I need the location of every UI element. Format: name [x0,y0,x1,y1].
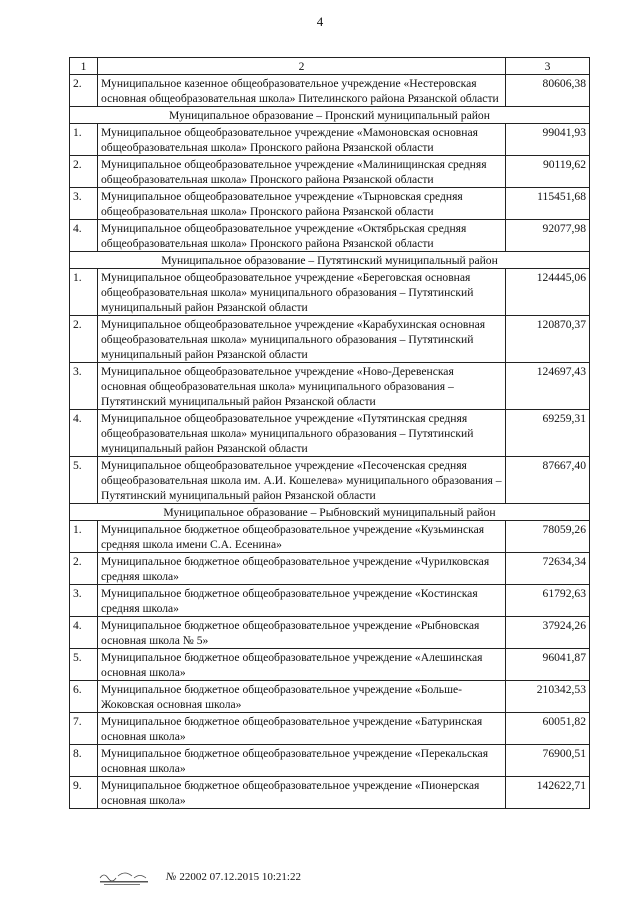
section-title: Муниципальное образование – Рыбновский муниципальный район [70,504,590,521]
institution-name: Муниципальное бюджетное общеобразовательное учреждение «Костинская средняя школа» [98,585,506,617]
institution-name: Муниципальное бюджетное общеобразовательное учреждение «Пионерская основная школа» [98,777,506,809]
amount-cell: 96041,87 [506,649,590,681]
table-row [70,521,590,553]
institution-name: Муниципальное казенное общеобразовательное учреждение «Нестеровская основная общеобразовательная школа» Пителинского района Рязанской области [98,75,506,107]
row-number: 4. [70,617,98,649]
table-row [70,410,590,457]
institution-name: Муниципальное общеобразовательное учреждение «Ново-Деревенская основная общеобразовательная школа» муниципального образования – Путятинский муниципальный район Рязанской области [98,363,506,410]
institution-name: Муниципальное бюджетное общеобразовательное учреждение «Батуринская основная школа» [98,713,506,745]
institution-name: Муниципальное общеобразовательное учреждение «Мамоновская основная общеобразовательная школа» Пронского района Рязанской области [98,124,506,156]
table-row [70,617,590,649]
row-number: 5. [70,649,98,681]
institution-name: Муниципальное бюджетное общеобразовательное учреждение «Алешинская основная школа» [98,649,506,681]
amount-cell: 120870,37 [506,316,590,363]
row-number: 4. [70,220,98,252]
amount-cell: 124697,43 [506,363,590,410]
table-row [70,363,590,410]
amount-cell: 80606,38 [506,75,590,107]
section-title: Муниципальное образование – Пронский муниципальный район [70,107,590,124]
amount-cell: 60051,82 [506,713,590,745]
table-row [70,124,590,156]
section-title: Муниципальное образование – Путятинский муниципальный район [70,252,590,269]
row-number: 4. [70,410,98,457]
row-number: 9. [70,777,98,809]
amount-cell: 210342,53 [506,681,590,713]
section-header-row [70,504,590,521]
institution-name: Муниципальное общеобразовательное учреждение «Карабухинская основная общеобразовательная школа» муниципального образования – Путятинский муниципальный район Рязанской области [98,316,506,363]
institution-name: Муниципальное общеобразовательное учреждение «Октябрьская средняя общеобразовательная школа» Пронского района Рязанской области [98,220,506,252]
row-number: 3. [70,363,98,410]
page-number: 4 [316,14,324,29]
institution-name: Муниципальное бюджетное общеобразовательное учреждение «Рыбновская основная школа № 5» [98,617,506,649]
amount-cell: 115451,68 [506,188,590,220]
institution-name: Муниципальное бюджетное общеобразовательное учреждение «Кузьминская средняя школа имени С.А. Есенина» [98,521,506,553]
table-row [70,777,590,809]
amount-cell: 78059,26 [506,521,590,553]
institution-name: Муниципальное бюджетное общеобразовательное учреждение «Чурилковская средняя школа» [98,553,506,585]
row-number: 8. [70,745,98,777]
row-number: 6. [70,681,98,713]
row-number: 1. [70,124,98,156]
table-row [70,745,590,777]
row-number: 5. [70,457,98,504]
section-header-row [70,252,590,269]
amount-cell: 69259,31 [506,410,590,457]
registry-stamp-icon [96,866,154,888]
row-number: 1. [70,269,98,316]
row-number: 2. [70,553,98,585]
table-row [70,713,590,745]
amount-cell: 37924,26 [506,617,590,649]
row-number: 3. [70,188,98,220]
table-row [70,75,590,107]
row-number: 7. [70,713,98,745]
section-header-row [70,107,590,124]
amount-cell: 87667,40 [506,457,590,504]
amount-cell: 99041,93 [506,124,590,156]
row-number: 2. [70,156,98,188]
registration-footer [96,866,301,888]
row-number: 2. [70,75,98,107]
institution-name: Муниципальное общеобразовательное учреждение «Тырновская средняя общеобразовательная школа» Пронского района Рязанской области [98,188,506,220]
number-sign: № [166,871,177,883]
amount-cell: 124445,06 [506,269,590,316]
amount-cell: 76900,51 [506,745,590,777]
row-number: 3. [70,585,98,617]
table-body [70,58,590,809]
header-col-1: 1 [70,58,98,75]
institution-name: Муниципальное бюджетное общеобразовательное учреждение «Больше-Жоковская основная школа» [98,681,506,713]
allocation-table [69,57,590,809]
row-number: 2. [70,316,98,363]
registration-number-timestamp: 22002 07.12.2015 10:21:22 [179,871,301,883]
table-row [70,269,590,316]
amount-cell: 92077,98 [506,220,590,252]
table-row [70,220,590,252]
table-row [70,681,590,713]
institution-name: Муниципальное бюджетное общеобразовательное учреждение «Перекальская основная школа» [98,745,506,777]
table-row [70,649,590,681]
table-row [70,553,590,585]
institution-name: Муниципальное общеобразовательное учреждение «Малинищинская средняя общеобразовательная школа» Пронского района Рязанской области [98,156,506,188]
amount-cell: 142622,71 [506,777,590,809]
institution-name: Муниципальное общеобразовательное учреждение «Береговская основная общеобразовательная школа» муниципального образования – Путятинский муниципальный район Рязанской области [98,269,506,316]
table-row [70,585,590,617]
amount-cell: 90119,62 [506,156,590,188]
table-header-row [70,58,590,75]
table-row [70,457,590,504]
amount-cell: 72634,34 [506,553,590,585]
row-number: 1. [70,521,98,553]
table-row [70,188,590,220]
header-col-3: 3 [506,58,590,75]
amount-cell: 61792,63 [506,585,590,617]
header-col-2: 2 [98,58,506,75]
table-row [70,316,590,363]
institution-name: Муниципальное общеобразовательное учреждение «Путятинская средняя общеобразовательная школа» муниципального образования – Путятинский муниципальный район Рязанской области [98,410,506,457]
table-row [70,156,590,188]
institution-name: Муниципальное общеобразовательное учреждение «Песоченская средняя общеобразовательная школа им. А.И. Кошелева» муниципального образования – Путятинский муниципальный район Рязанской области [98,457,506,504]
